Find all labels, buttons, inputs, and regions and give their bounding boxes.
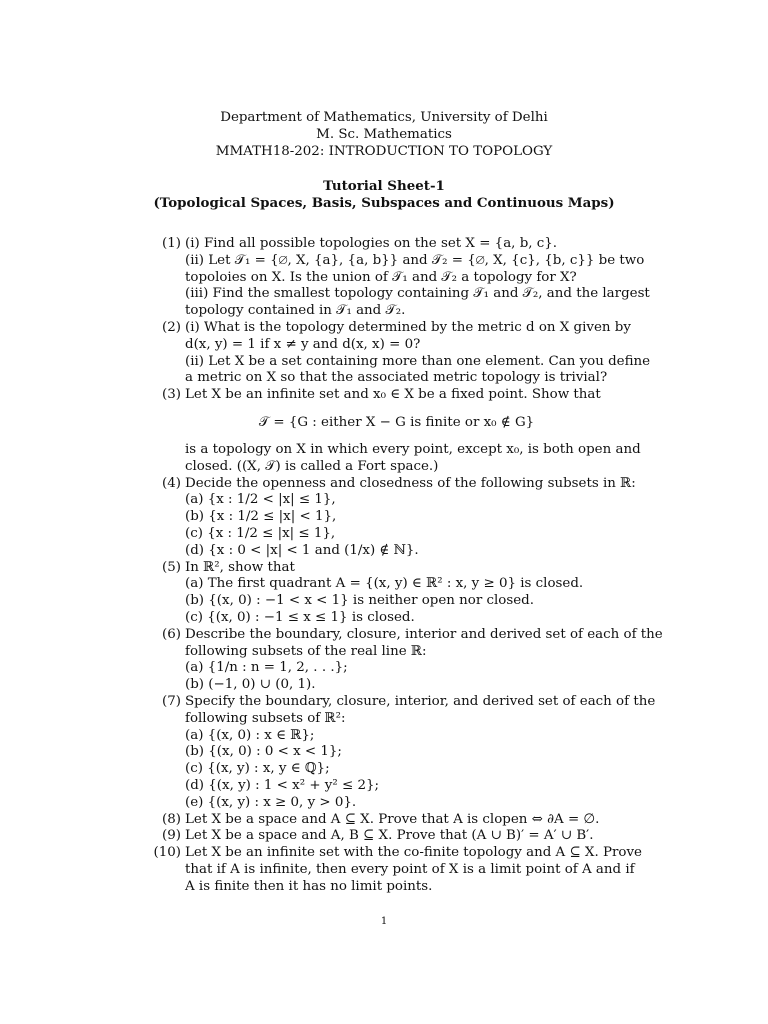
problem-line: (b) {x : 1/2 ≤ |x| < 1}, [185, 509, 337, 525]
problem-item [150, 845, 642, 895]
problem-number: (8) [162, 811, 181, 827]
problem-line: In ℝ², show that [185, 559, 295, 575]
problem-line: (a) The first quadrant A = {(x, y) ∈ ℝ² : x, y ≥ 0} is closed. [185, 576, 584, 592]
display-equation: 𝒯 = {G : either X − G is finite or x₀ ∉ G} [258, 414, 535, 430]
problem-line: d(x, y) = 1 if x ≠ y and d(x, x) = 0? [185, 336, 421, 352]
problem-item [150, 693, 656, 812]
problem-line: (iii) Find the smallest topology containing 𝒯₁ and 𝒯₂, and the largest [185, 286, 650, 302]
sheet-title: Tutorial Sheet-1 [323, 178, 445, 194]
problem-line: (a) {1/n : n = 1, 2, . . .}; [185, 660, 348, 676]
sheet-title-block [0, 178, 768, 212]
problem-line: following subsets of ℝ²: [185, 710, 346, 726]
problem-line: (i) What is the topology determined by the metric d on X given by [185, 319, 631, 335]
problem-line: that if A is infinite, then every point of X is a limit point of A and if [185, 861, 635, 877]
department-line: Department of Mathematics, University of Delhi [220, 110, 548, 125]
problem-line: Let X be an infinite set with the co-finite topology and A ⊆ X. Prove [185, 845, 642, 861]
problem-line: Let X be an infinite set and x₀ ∈ X be a fixed point. Show that [185, 387, 601, 403]
problem-line: (c) {(x, y) : x, y ∈ ℚ}; [185, 761, 330, 777]
problem-item [150, 319, 651, 387]
problem-number: (10) [153, 845, 181, 861]
problem-line: (c) {x : 1/2 ≤ |x| ≤ 1}, [185, 525, 336, 541]
problem-line: (ii) Let 𝒯₁ = {∅, X, {a}, {a, b}} and 𝒯₂ = {∅, X, {c}, {b, c}} be two [185, 252, 645, 268]
problem-item [150, 626, 663, 694]
sheet-subtitle: (Topological Spaces, Basis, Subspaces and Continuous Maps) [153, 195, 615, 211]
problem-number: (1) [162, 236, 181, 251]
problem-line: (i) Find all possible topologies on the set X = {a, b, c}. [185, 236, 558, 251]
document-header [0, 110, 768, 161]
program-line: M. Sc. Mathematics [316, 127, 452, 142]
problem-number: (5) [162, 559, 181, 575]
problem-line: (b) (−1, 0) ∪ (0, 1). [185, 677, 316, 693]
problem-item [150, 387, 641, 475]
problem-number: (4) [162, 475, 181, 491]
problem-line: (ii) Let X be a set containing more than one element. Can you define [185, 353, 651, 369]
problem-line: A is finite then it has no limit points. [185, 878, 433, 894]
problem-item [150, 560, 608, 627]
problem-number: (3) [162, 387, 181, 403]
problem-line: (b) {(x, 0) : −1 < x < 1} is neither open nor closed. [185, 593, 534, 609]
problem-line: (d) {x : 0 < |x| < 1 and (1/x) ∉ ℕ}. [185, 542, 419, 558]
problem-item [150, 475, 636, 560]
course-line: MMATH18-202: INTRODUCTION TO TOPOLOGY [215, 144, 553, 159]
problem-number: (9) [162, 828, 181, 844]
problem-number: (6) [162, 626, 181, 642]
problem-line: (a) {x : 1/2 < |x| ≤ 1}, [185, 492, 336, 508]
problem-line: closed. ((X, 𝒯) is called a Fort space.) [185, 458, 439, 474]
problem-line: Let X be a space and A ⊆ X. Prove that A is clopen ⇔ ∂A = ∅. [185, 811, 600, 827]
problem-line: topoloies on X. Is the union of 𝒯₁ and 𝒯₂ a topology for X? [185, 269, 577, 285]
problem-line: (d) {(x, y) : 1 < x² + y² ≤ 2}; [185, 777, 380, 793]
problem-line: Specify the boundary, closure, interior, and derived set of each of the [185, 693, 656, 709]
problem-line: (c) {(x, 0) : −1 ≤ x ≤ 1} is closed. [185, 609, 415, 625]
problem-list [150, 236, 663, 895]
problem-line: is a topology on X in which every point, except x₀, is both open and [185, 441, 641, 457]
problem-item [150, 828, 608, 845]
problem-line: following subsets of the real line ℝ: [185, 643, 427, 659]
problem-line: Describe the boundary, closure, interior and derived set of each of the [185, 626, 663, 642]
problem-item [150, 812, 608, 829]
problem-line: (a) {(x, 0) : x ∈ ℝ}; [185, 727, 315, 743]
problem-number: (7) [162, 693, 181, 709]
problem-item [150, 236, 650, 320]
problem-line: topology contained in 𝒯₁ and 𝒯₂. [185, 303, 406, 319]
page-number: 1 [380, 916, 388, 927]
problem-line: (b) {(x, 0) : 0 < x < 1}; [185, 744, 342, 760]
problem-line: (e) {(x, y) : x ≥ 0, y > 0}. [185, 794, 357, 810]
problem-line: Let X be a space and A, B ⊆ X. Prove that (A ∪ B)′ = A′ ∪ B′. [185, 828, 594, 844]
problem-number: (2) [162, 319, 181, 335]
problem-line: a metric on X so that the associated metric topology is trivial? [185, 370, 608, 386]
problem-line: Decide the openness and closedness of the following subsets in ℝ: [185, 475, 636, 491]
